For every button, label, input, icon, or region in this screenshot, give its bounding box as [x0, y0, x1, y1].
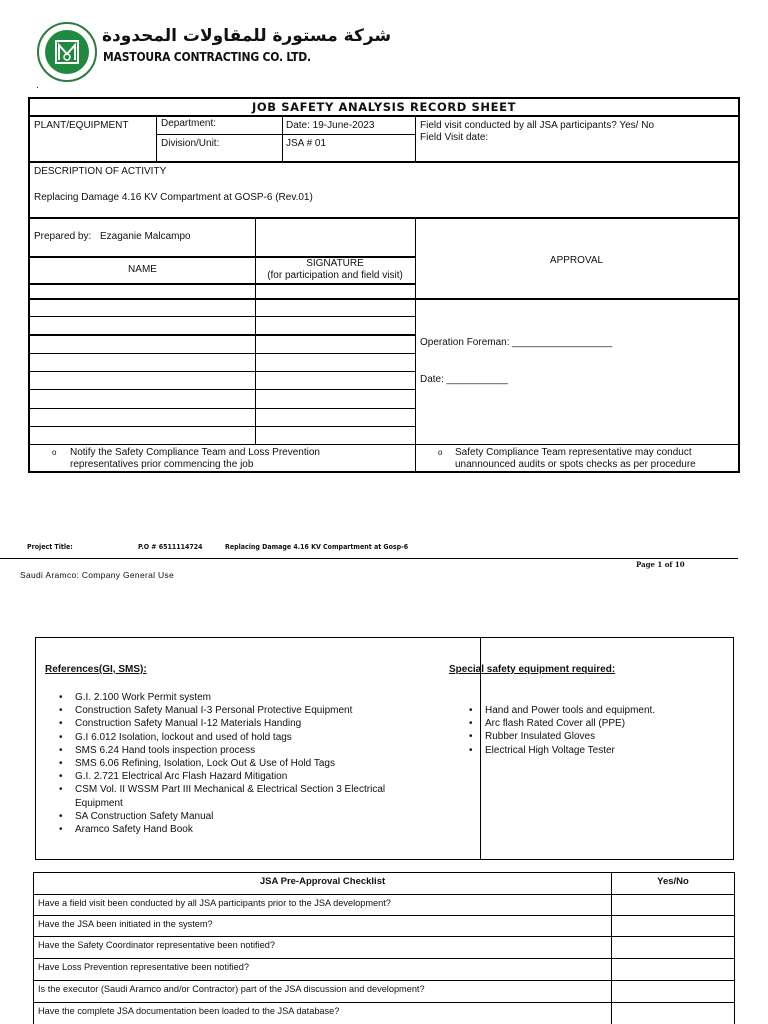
- references-box: [35, 637, 734, 860]
- list-item: • Aramco Safety Hand Book: [45, 823, 465, 836]
- logo-emblem: [45, 30, 89, 74]
- list-item: • Construction Safety Manual I-3 Personal Protective Equipment: [45, 704, 465, 717]
- jsa-record-sheet: [28, 97, 740, 473]
- signature-column-header: SIGNATURE: [306, 258, 364, 269]
- checklist-title: JSA Pre-Approval Checklist: [259, 876, 386, 887]
- division-unit-label: Division/Unit:: [161, 138, 220, 149]
- note-left-line1: Notify the Safety Compliance Team and Loss Prevention: [70, 447, 320, 458]
- checklist-header-row: [33, 872, 735, 895]
- note-left-line2: representatives prior commencing the job: [70, 459, 254, 470]
- classification-label: Saudi Aramco: Company General Use: [20, 570, 174, 580]
- table-row: [33, 980, 735, 1002]
- prepared-by-value: Ezaganie Malcampo: [100, 231, 191, 242]
- po-number: P.O # 6511114724: [138, 543, 203, 551]
- special-equipment-list: [455, 704, 725, 757]
- list-item: • Hand and Power tools and equipment.: [455, 704, 725, 717]
- checklist-question: Have the complete JSA documentation been loaded to the JSA database?: [38, 1006, 340, 1016]
- approval-label: APPROVAL: [549, 255, 604, 266]
- checklist-question: Have Loss Prevention representative been notified?: [38, 962, 249, 972]
- checklist-question: Have the JSA been initiated in the system?: [38, 919, 213, 929]
- footer-divider: [0, 558, 738, 559]
- special-equipment-heading: Special safety equipment required:: [449, 664, 616, 675]
- yes-no-header: Yes/No: [657, 876, 689, 887]
- table-row: [33, 915, 735, 937]
- date-field: Date: 19-June-2023: [286, 120, 375, 131]
- approval-date-field: Date: ___________: [420, 374, 508, 385]
- company-name-arabic: شركة مستورة للمقاولات المحدودة: [102, 26, 392, 46]
- pre-approval-checklist: [33, 872, 735, 1024]
- list-item: • G.I. 2.721 Electrical Arc Flash Hazard Mitigation: [45, 770, 465, 783]
- references-list: [45, 691, 465, 836]
- logo-mc-icon: [45, 30, 89, 74]
- list-item: • G.I 6.012 Isolation, lockout and used of hold tags: [45, 731, 465, 744]
- checklist-question: Have the Safety Coordinator representative been notified?: [38, 940, 275, 950]
- list-item: • SMS 6.24 Hand tools inspection process: [45, 744, 465, 757]
- page-number: Page 1 of 10: [636, 560, 685, 569]
- field-visit-date: Field Visit date:: [420, 132, 489, 143]
- department-label: Department:: [161, 118, 217, 129]
- references-heading: References(GI, SMS):: [45, 664, 147, 675]
- table-row: [33, 958, 735, 980]
- description-label: DESCRIPTION OF ACTIVITY: [34, 166, 167, 177]
- list-item: • CSM Vol. II WSSM Part III Mechanical & Electrical Section 3 Electrical: [45, 783, 465, 796]
- checklist-question: Have a field visit been conducted by all JSA participants prior to the JSA development?: [38, 898, 391, 908]
- note-right-line2: unannounced audits or spots checks as per procedure: [455, 459, 696, 470]
- project-title: Replacing Damage 4.16 KV Compartment at Gosp-6: [225, 543, 409, 551]
- list-item: • Rubber Insulated Gloves: [455, 730, 725, 743]
- stray-dot: .: [36, 80, 39, 91]
- company-logo: [37, 22, 97, 82]
- project-title-label: Project Title:: [27, 543, 73, 551]
- description-value: Replacing Damage 4.16 KV Compartment at GOSP-6 (Rev.01): [34, 192, 313, 203]
- list-item: • G.I. 2.100 Work Permit system: [45, 691, 465, 704]
- list-item: • Electrical High Voltage Tester: [455, 744, 725, 757]
- table-row: [33, 1002, 735, 1024]
- list-item: • SMS 6.06 Refining, Isolation, Lock Out & Use of Hold Tags: [45, 757, 465, 770]
- plant-equipment-label: PLANT/EQUIPMENT: [34, 120, 129, 131]
- table-row: [33, 894, 735, 916]
- list-item: • Construction Safety Manual I-12 Materials Handing: [45, 717, 465, 730]
- note-bullet-right: o: [438, 448, 443, 457]
- list-item: • SA Construction Safety Manual: [45, 810, 465, 823]
- name-column-header: NAME: [128, 264, 157, 275]
- field-visit-question: Field visit conducted by all JSA participants? Yes/ No: [420, 120, 655, 131]
- operation-foreman-field: Operation Foreman: __________________: [420, 337, 613, 348]
- signature-column-subheader: (for participation and field visit): [267, 270, 403, 281]
- checklist-question: Is the executor (Saudi Aramco and/or Contractor) part of the JSA discussion and development?: [38, 984, 425, 994]
- list-item: • Arc flash Rated Cover all (PPE): [455, 717, 725, 730]
- prepared-by-label: Prepared by:: [34, 231, 92, 242]
- company-name-english: MASTOURA CONTRACTING CO. LTD.: [103, 50, 311, 64]
- sheet-title: JOB SAFETY ANALYSIS RECORD SHEET: [251, 100, 517, 114]
- note-right-line1: Safety Compliance Team representative may conduct: [455, 447, 692, 458]
- note-bullet-left: o: [52, 448, 57, 457]
- table-row: [33, 936, 735, 958]
- jsa-number: JSA # 01: [286, 138, 327, 149]
- list-item-continuation: Equipment: [75, 797, 123, 809]
